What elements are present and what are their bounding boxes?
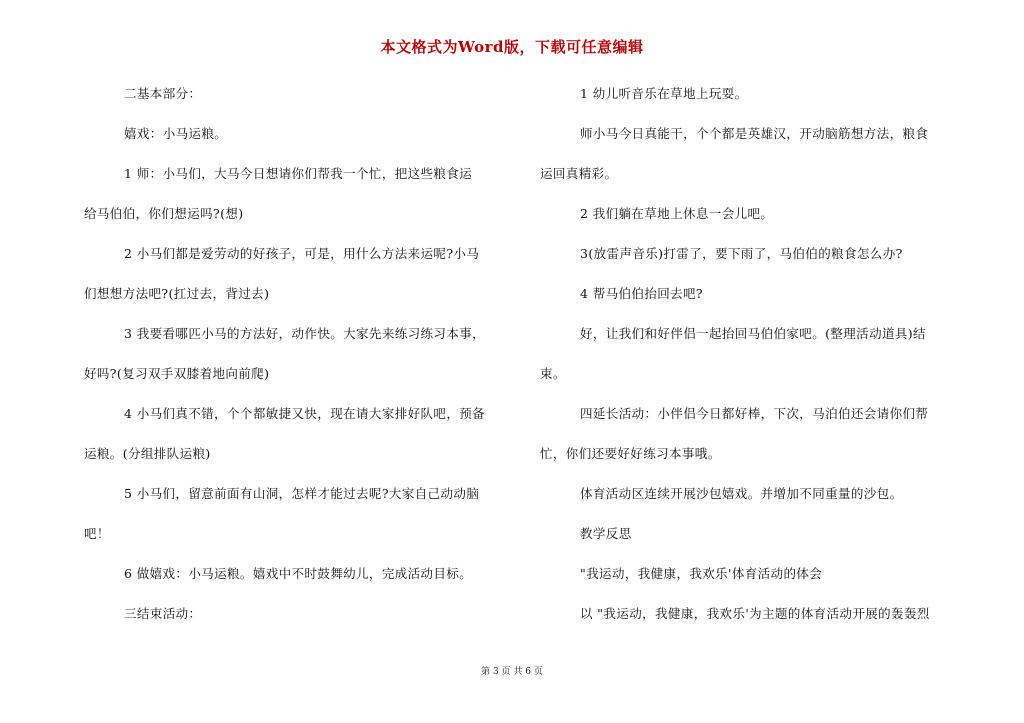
- paragraph-line: 二基本部分：: [124, 86, 202, 101]
- paragraph-line: 运回真精彩。: [540, 166, 618, 181]
- paragraph-line: 1 师：小马们，大马今日想请你们帮我一个忙，把这些粮食运: [124, 166, 473, 181]
- paragraph-line: 忙，你们还要好好练习本事哦。: [540, 446, 721, 461]
- paragraph-line: 2 我们躺在草地上休息一会儿吧。: [580, 206, 774, 221]
- paragraph-line: 师小马今日真能干，个个都是英雄汉，开动脑筋想方法，粮食: [580, 126, 929, 141]
- paragraph-line: 运粮。(分组排队运粮): [84, 446, 211, 461]
- page-number: 第 3 页 共 6 页: [481, 667, 543, 677]
- document-banner: 本文格式为Word版，下载可任意编辑: [380, 38, 644, 56]
- paragraph-line: 6 做嬉戏：小马运粮。嬉戏中不时鼓舞幼儿，完成活动目标。: [124, 566, 473, 581]
- paragraph-line: 2 小马们都是爱劳动的好孩子，可是，用什么方法来运呢?小马: [124, 246, 480, 261]
- paragraph-line: 好，让我们和好伴侣一起抬回马伯伯家吧。(整理活动道具)结: [580, 326, 926, 341]
- section-heading: 教学反思: [580, 526, 632, 541]
- paragraph-line: 束。: [540, 366, 566, 381]
- paragraph-line: 给马伯伯，你们想运吗?(想): [84, 206, 244, 221]
- paragraph-line: 体育活动区连续开展沙包嬉戏。并增加不同重量的沙包。: [580, 486, 903, 501]
- paragraph-line: 吧！: [84, 526, 110, 541]
- paragraph-line: 3(放雷声音乐)打雷了，要下雨了，马伯伯的粮食怎么办?: [580, 246, 903, 261]
- paragraph-line: "我运动，我健康，我欢乐'体育活动的体会: [580, 566, 823, 581]
- paragraph-line: 4 帮马伯伯抬回去吧?: [580, 286, 704, 301]
- paragraph-line: 3 我要看哪匹小马的方法好，动作快。大家先来练习练习本事，: [124, 326, 486, 341]
- paragraph-line: 4 小马们真不错，个个都敏捷又快，现在请大家排好队吧，预备: [124, 406, 486, 421]
- paragraph-line: 们想想方法吧?(扛过去，背过去): [84, 286, 270, 301]
- paragraph-line: 好吗?(复习双手双膝着地向前爬): [84, 366, 270, 381]
- paragraph-line: 三结束活动：: [124, 606, 202, 621]
- paragraph-line: 四延长活动：小伴侣今日都好棒，下次，马泊伯还会请你们帮: [580, 406, 929, 421]
- paragraph-line: 5 小马们，留意前面有山洞，怎样才能过去呢?大家自己动动脑: [124, 486, 480, 501]
- paragraph-line: 1 幼儿听音乐在草地上玩耍。: [580, 86, 748, 101]
- paragraph-line: 以 "我运动，我健康，我欢乐'为主题的体育活动开展的轰轰烈: [580, 606, 930, 621]
- paragraph-line: 嬉戏：小马运粮。: [124, 126, 228, 141]
